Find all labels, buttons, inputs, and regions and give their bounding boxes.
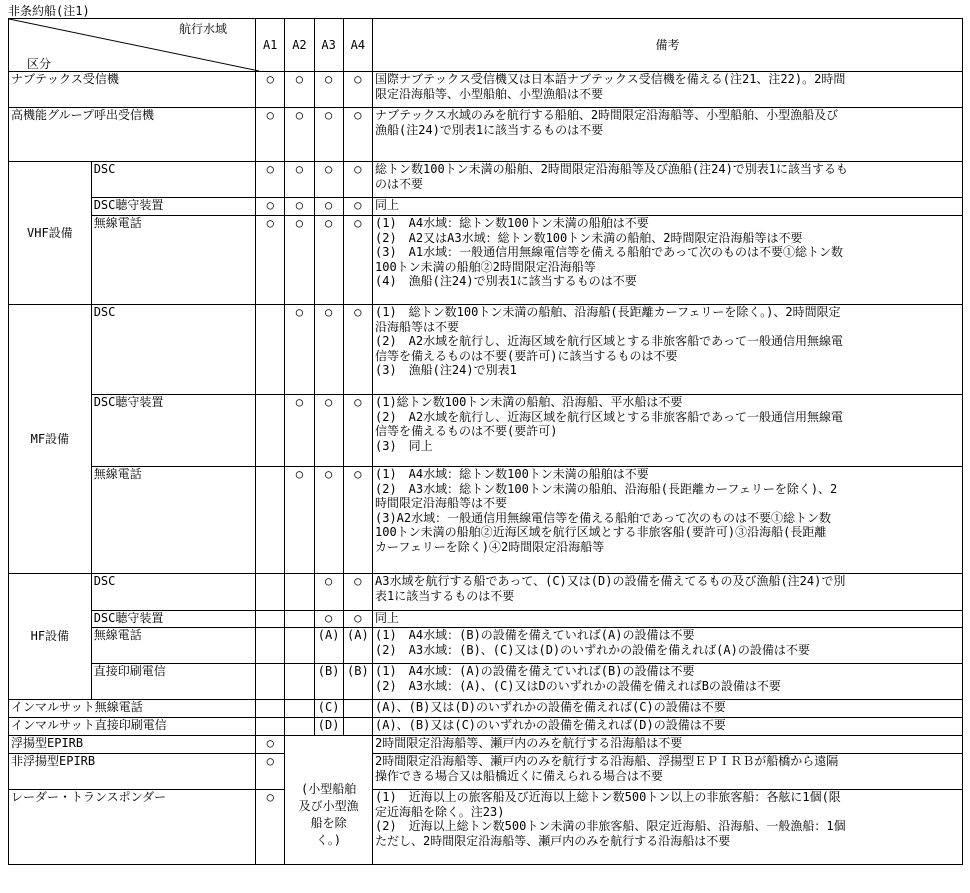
note-line: く。) bbox=[316, 833, 342, 847]
mark-a4 bbox=[343, 700, 372, 718]
header-remarks: 備考 bbox=[373, 19, 963, 72]
note-line: 操作できる場合又は船橋近くに備えられる場合は不要 bbox=[375, 768, 664, 783]
mark-a1 bbox=[256, 628, 285, 664]
row-label: 浮揚型EPIRB bbox=[9, 736, 256, 754]
header-area: 航行水域 bbox=[179, 22, 228, 36]
mark-a4: ○ bbox=[343, 574, 372, 611]
remarks-cell: (A)、(B)又は(D)のいずれかの設備を備えれば(C)の設備は不要 bbox=[373, 700, 963, 718]
row-label: 非浮揚型EPIRB bbox=[9, 754, 256, 790]
remarks-cell bbox=[373, 664, 963, 700]
page-title: 非条約船(注1) bbox=[8, 4, 90, 18]
header-diagonal-cell bbox=[9, 19, 256, 72]
remarks-cell: 2時間限定沿海船等、瀬戸内のみを航行する沿海船は不要 bbox=[373, 736, 963, 754]
mark-a1 bbox=[256, 664, 285, 700]
note-line: (1) A4水域：(A)の設備を備えていれば(B)の設備は不要 bbox=[375, 664, 695, 678]
mark-a2 bbox=[285, 664, 314, 700]
mark-a4: (B) bbox=[343, 664, 372, 700]
mark-a4: (A) bbox=[343, 628, 372, 664]
remarks-cell bbox=[373, 574, 963, 611]
mark-a2: ○ bbox=[285, 216, 314, 305]
row-label: レーダー・トランスポンダー bbox=[9, 790, 256, 865]
mark-a4: ○ bbox=[343, 611, 372, 628]
mark-a1: ○ bbox=[256, 216, 285, 305]
mark-a1 bbox=[256, 611, 285, 628]
mark-a2 bbox=[285, 700, 314, 718]
note-line: 漁船(注24)で別表1に該当するものは不要 bbox=[375, 122, 604, 137]
mark-a3: ○ bbox=[314, 162, 343, 198]
remarks-cell bbox=[373, 790, 963, 865]
note-line: 定近海船を除く。注23) bbox=[375, 804, 505, 819]
row-label: 無線電話 bbox=[91, 216, 255, 305]
mark-a1 bbox=[256, 700, 285, 718]
note-line: のは不要 bbox=[375, 176, 424, 191]
row-label: DSC聴守装置 bbox=[91, 395, 255, 467]
mark-a3: (C) bbox=[314, 700, 343, 718]
note-line: (1) 総トン数100トン未満の船舶、沿海船(長距離カーフェリーを除く。)、2時間限定 bbox=[375, 305, 841, 319]
mark-a3: (A) bbox=[314, 628, 343, 664]
row-label: 無線電話 bbox=[91, 628, 255, 664]
mark-a3: ○ bbox=[314, 574, 343, 611]
note-line: 限定沿海船等、小型船舶、小型漁船は不要 bbox=[375, 86, 604, 101]
row-label: インマルサット無線電話 bbox=[9, 700, 256, 718]
mark-a3: ○ bbox=[314, 72, 343, 108]
mark-a3: (D) bbox=[314, 718, 343, 736]
remarks-cell: 同上 bbox=[373, 198, 963, 216]
remarks-cell bbox=[373, 628, 963, 664]
group-vhf: VHF設備 bbox=[9, 162, 92, 305]
mark-a1 bbox=[256, 574, 285, 611]
exception-note bbox=[285, 736, 373, 865]
row-label: DSC bbox=[91, 162, 255, 198]
note-line: 信等を備えるものは不要(要許可)に該当するものは不要 bbox=[375, 348, 678, 363]
note-line: (2) A3水域：(B)、(C)又は(D)のいずれかの設備を備えれば(A)の設備は不要 bbox=[375, 642, 810, 657]
remarks-cell: (A)、(B)又は(C)のいずれかの設備を備えれば(D)の設備は不要 bbox=[373, 718, 963, 736]
group-mf: MF設備 bbox=[9, 305, 92, 574]
remarks-cell bbox=[373, 754, 963, 790]
mark-a4: ○ bbox=[343, 198, 372, 216]
note-line: 表1に該当するものは不要 bbox=[375, 588, 515, 603]
note-line: (2) A2水域を航行し、近海区域を航行区域とする非旅客船であって一般通信用無線電 bbox=[375, 334, 844, 348]
remarks-cell bbox=[373, 108, 963, 162]
note-line: (2) A3水域：(A)、(C)又はDのいずれかの設備を備えればBの設備は不要 bbox=[375, 678, 781, 693]
row-label: インマルサット直接印刷電信 bbox=[9, 718, 256, 736]
note-line: (3) 漁船(注24)で別表1 bbox=[375, 363, 517, 377]
note-line: (4) 漁船(注24)で別表1に該当するものは不要 bbox=[375, 274, 637, 288]
header-a4: A4 bbox=[343, 19, 372, 72]
mark-a3: (B) bbox=[314, 664, 343, 700]
row-label: DSC聴守装置 bbox=[91, 198, 255, 216]
mark-a3: ○ bbox=[314, 108, 343, 162]
header-a2: A2 bbox=[285, 19, 314, 72]
row-label: DSC bbox=[91, 305, 255, 395]
row-label: 無線電話 bbox=[91, 467, 255, 574]
note-line: (2) A3水域：総トン数100トン未満の船舶、沿海船(長距離カーフェリーを除く)、2 bbox=[375, 481, 838, 496]
mark-a1 bbox=[256, 718, 285, 736]
mark-a1 bbox=[256, 305, 285, 395]
note-line: 100トン未満の船舶②2時間限定沿海船等 bbox=[375, 259, 596, 274]
equipment-table bbox=[8, 18, 963, 865]
mark-a3: ○ bbox=[314, 305, 343, 395]
note-line: (1) A4水域：(B)の設備を備えていれば(A)の設備は不要 bbox=[375, 628, 695, 642]
mark-a4: ○ bbox=[343, 216, 372, 305]
mark-a4: ○ bbox=[343, 467, 372, 574]
mark-a2: ○ bbox=[285, 467, 314, 574]
note-line: 信等を備えるものは不要(要許可) bbox=[375, 424, 558, 438]
note-line: 総トン数100トン未満の船舶、2時間限定沿海船等及び漁船(注24)で別表1に該当するも bbox=[375, 162, 849, 176]
remarks-cell bbox=[373, 72, 963, 108]
mark-a3: ○ bbox=[314, 467, 343, 574]
mark-a4 bbox=[343, 718, 372, 736]
remarks-cell bbox=[373, 216, 963, 305]
note-line: 国際ナブテックス受信機又は日本語ナブテックス受信機を備える(注21、注22)。2時間 bbox=[375, 72, 846, 86]
remarks-cell bbox=[373, 305, 963, 395]
note-line: 沿海船等は不要 bbox=[375, 319, 460, 334]
mark-a2: ○ bbox=[285, 72, 314, 108]
mark-a1 bbox=[256, 467, 285, 574]
mark-a2 bbox=[285, 628, 314, 664]
note-line: (1)総トン数100トン未満の船舶、沿海船、平水船は不要 bbox=[375, 395, 683, 409]
note-line: 時間限定沿海船等は不要 bbox=[375, 496, 508, 510]
note-line: 100トン未満の船舶②近海区域を航行区域とする非旅客船(要許可)③沿海船(長距離 bbox=[375, 525, 827, 539]
note-line: (1) A4水域：総トン数100トン未満の船舶は不要 bbox=[375, 216, 649, 230]
row-label: DSC bbox=[91, 574, 255, 611]
header-a1: A1 bbox=[256, 19, 285, 72]
row-label: 直接印刷電信 bbox=[91, 664, 255, 700]
mark-a4: ○ bbox=[343, 162, 372, 198]
mark-a1: ○ bbox=[256, 72, 285, 108]
note-line: カーフェリーを除く)④2時間限定沿海船等 bbox=[375, 539, 605, 554]
mark-a1: ○ bbox=[256, 162, 285, 198]
mark-a1: ○ bbox=[256, 108, 285, 162]
note-line: (3) 同上 bbox=[375, 438, 433, 453]
note-line: ただし、2時間限定沿海船等、瀬戸内のみを航行する沿海船は不要 bbox=[375, 833, 731, 848]
note-line: (2) A2又はA3水域：総トン数100トン未満の船舶、2時間限定沿海船等は不要 bbox=[375, 230, 803, 245]
note-line: A3水域を航行する船であって、(C)又は(D)の設備を備えてるもの及び漁船(注24)で別 bbox=[375, 574, 846, 588]
mark-a1 bbox=[256, 395, 285, 467]
row-label: ナブテックス受信機 bbox=[9, 72, 256, 108]
mark-a2: ○ bbox=[285, 162, 314, 198]
remarks-cell bbox=[373, 395, 963, 467]
mark-a3: ○ bbox=[314, 198, 343, 216]
note-line: (1) 近海以上の旅客船及び近海以上総トン数500トン以上の非旅客船：各舷に1個(限 bbox=[375, 790, 841, 804]
mark-a1: ○ bbox=[256, 736, 285, 754]
remarks-cell bbox=[373, 162, 963, 198]
mark-a3: ○ bbox=[314, 395, 343, 467]
mark-a4: ○ bbox=[343, 108, 372, 162]
mark-a2 bbox=[285, 574, 314, 611]
remarks-cell: 同上 bbox=[373, 611, 963, 628]
remarks-cell bbox=[373, 467, 963, 574]
mark-a2 bbox=[285, 611, 314, 628]
note-line: (小型船舶 bbox=[301, 782, 357, 796]
mark-a1: ○ bbox=[256, 198, 285, 216]
note-line: 及び小型漁 bbox=[298, 799, 359, 813]
row-label: DSC聴守装置 bbox=[91, 611, 255, 628]
note-line: 船を除 bbox=[310, 816, 347, 830]
mark-a2: ○ bbox=[285, 108, 314, 162]
note-line: 2時間限定沿海船等、瀬戸内のみを航行する沿海船、浮揚型ＥＰＩＲＢが船橋から遠隔 bbox=[375, 754, 839, 768]
note-line: ナブテックス水域のみを航行する船舶、2時間限定沿海船等、小型船舶、小型漁船及び bbox=[375, 108, 839, 122]
mark-a1: ○ bbox=[256, 754, 285, 790]
mark-a2 bbox=[285, 718, 314, 736]
note-line: (1) A4水域：総トン数100トン未満の船舶は不要 bbox=[375, 467, 649, 481]
header-category: 区分 bbox=[27, 57, 52, 71]
note-line: (2) 近海以上総トン数500トン未満の非旅客船、限定近海船、沿海船、一般漁船：1個 bbox=[375, 819, 846, 833]
note-line: (3) A1水域：一般通信用無線電信等を備える船舶であって次のものは不要①総トン数 bbox=[375, 245, 844, 259]
mark-a4: ○ bbox=[343, 305, 372, 395]
mark-a4: ○ bbox=[343, 395, 372, 467]
mark-a2: ○ bbox=[285, 198, 314, 216]
row-label: 高機能グループ呼出受信機 bbox=[9, 108, 256, 162]
mark-a3: ○ bbox=[314, 611, 343, 628]
mark-a2: ○ bbox=[285, 395, 314, 467]
note-line: (3)A2水域：一般通信用無線電信等を備える船舶であって次のものは不要①総トン数 bbox=[375, 510, 832, 525]
header-a3: A3 bbox=[314, 19, 343, 72]
group-hf: HF設備 bbox=[9, 574, 92, 700]
mark-a2: ○ bbox=[285, 305, 314, 395]
note-line: (2) A2水域を航行し、近海区域を航行区域とする非旅客船であって一般通信用無線電 bbox=[375, 409, 844, 424]
mark-a3: ○ bbox=[314, 216, 343, 305]
mark-a4: ○ bbox=[343, 72, 372, 108]
mark-a1: ○ bbox=[256, 790, 285, 865]
